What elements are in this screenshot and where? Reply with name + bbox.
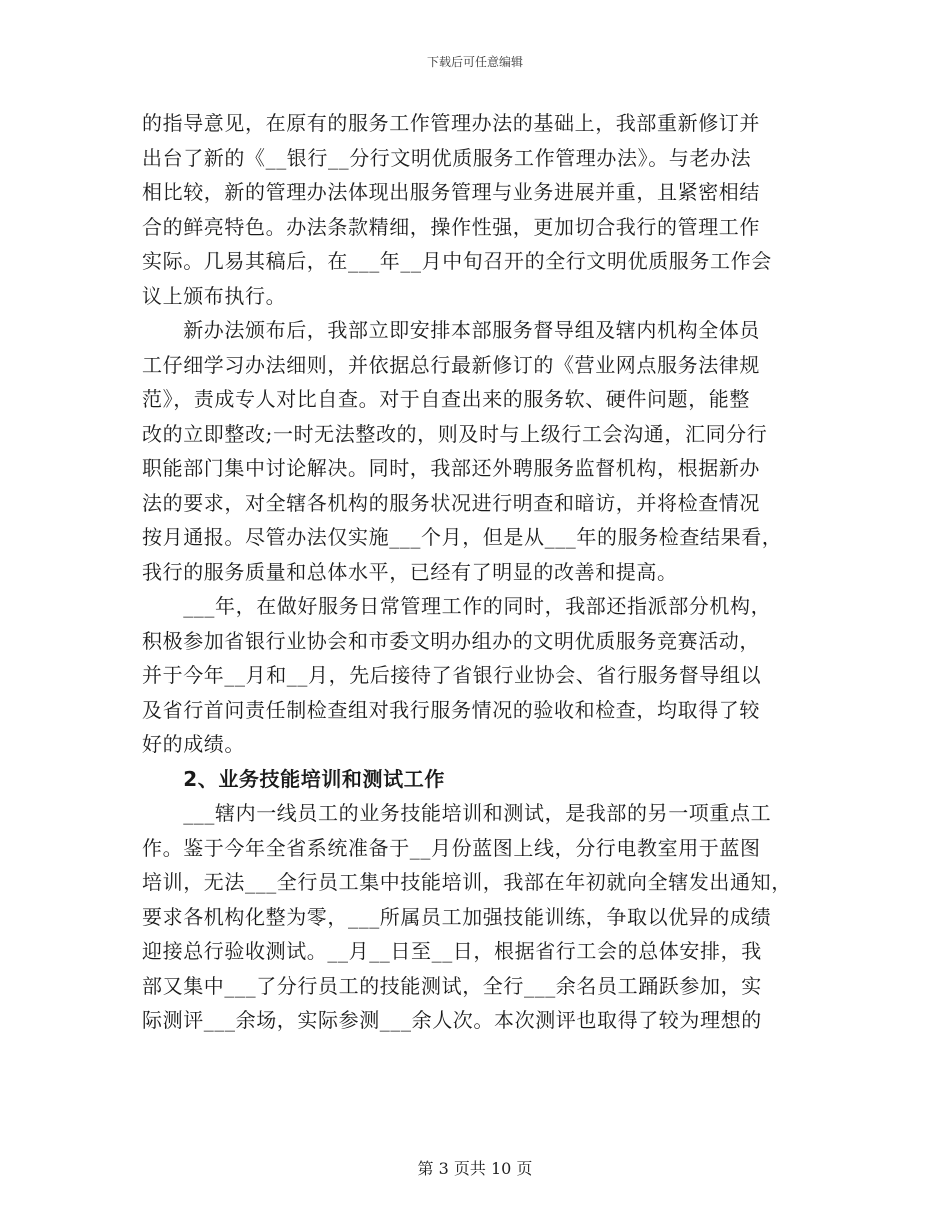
- section-heading: 2、业务技能培训和测试工作: [142, 766, 445, 791]
- text-line: 的指导意见，在原有的服务工作管理办法的基础上，我部重新修订并: [142, 111, 760, 135]
- text-line: 培训，无法___全行员工集中技能培训，我部在年初就向全辖发出通知，: [142, 870, 792, 894]
- text-line: 范》，责成专人对比自查。对于自查出来的服务软、硬件问题，能整: [142, 387, 750, 411]
- text-line: 部又集中___了分行员工的技能测试，全行___余名员工踊跃参加，实: [142, 973, 762, 998]
- text-line: 按月通报。尽管办法仅实施___个月，但是从___年的服务检查结果看，: [142, 525, 783, 549]
- text-line: 新办法颁布后，我部立即安排本部服务督导组及辖内机构全体员: [142, 318, 760, 342]
- text-line: 我行的服务质量和总体水平，已经有了明显的改善和提高。: [142, 559, 678, 584]
- text-line: 实际。几易其稿后，在___年__月中旬召开的全行文明优质服务工作会: [142, 249, 772, 273]
- page-header: 下载后可任意编辑: [426, 55, 523, 69]
- text-line: ___辖内一线员工的业务技能培训和测试，是我部的另一项重点工: [142, 801, 772, 825]
- text-line: 好的成绩。: [142, 732, 245, 756]
- text-line: 相比较，新的管理办法体现出服务管理与业务进展并重，且紧密相结: [142, 180, 760, 204]
- text-line: 要求各机构化整为零，___所属员工加强技能训练，争取以优异的成绩: [142, 904, 772, 929]
- text-line: 迎接总行验收测试。__月__日至__日，根据省行工会的总体安排，我: [142, 939, 762, 963]
- text-line: 法的要求，对全辖各机构的服务状况进行明查和暗访，并将检查情况: [142, 490, 760, 515]
- text-line: 工仔细学习办法细则，并依据总行最新修订的《营业网点服务法律规: [142, 352, 760, 377]
- text-line: 出台了新的《__银行__分行文明优质服务工作管理办法》。与老办法: [142, 145, 752, 170]
- document-body: [142, 106, 822, 1038]
- text-line: 积极参加省银行业协会和市委文明办组办的文明优质服务竞赛活动，: [142, 628, 760, 653]
- text-line: 作。鉴于今年全省系统准备于__月份蓝图上线，分行电教室用于蓝图: [142, 835, 761, 860]
- text-line: 及省行首问责任制检查组对我行服务情况的验收和检查，均取得了较: [142, 697, 760, 722]
- text-line: 并于今年__月和__月，先后接待了省银行业协会、省行服务督导组以: [142, 663, 762, 687]
- text-line: 改的立即整改;一时无法整改的，则及时与上级行工会沟通，汇同分行: [142, 421, 768, 446]
- text-line: 议上颁布执行。: [142, 283, 287, 308]
- text-line: 职能部门集中讨论解决。同时，我部还外聘服务监督机构，根据新办: [142, 456, 760, 480]
- text-line: ___年，在做好服务日常管理工作的同时，我部还指派部分机构，: [142, 594, 772, 618]
- page-footer: 第 3 页共 10 页: [417, 1159, 533, 1178]
- text-line: 合的鲜亮特色。办法条款精细，操作性强，更加切合我行的管理工作: [142, 214, 760, 239]
- text-line: 际测评___余场，实际参测___余人次。本次测评也取得了较为理想的: [142, 1008, 762, 1032]
